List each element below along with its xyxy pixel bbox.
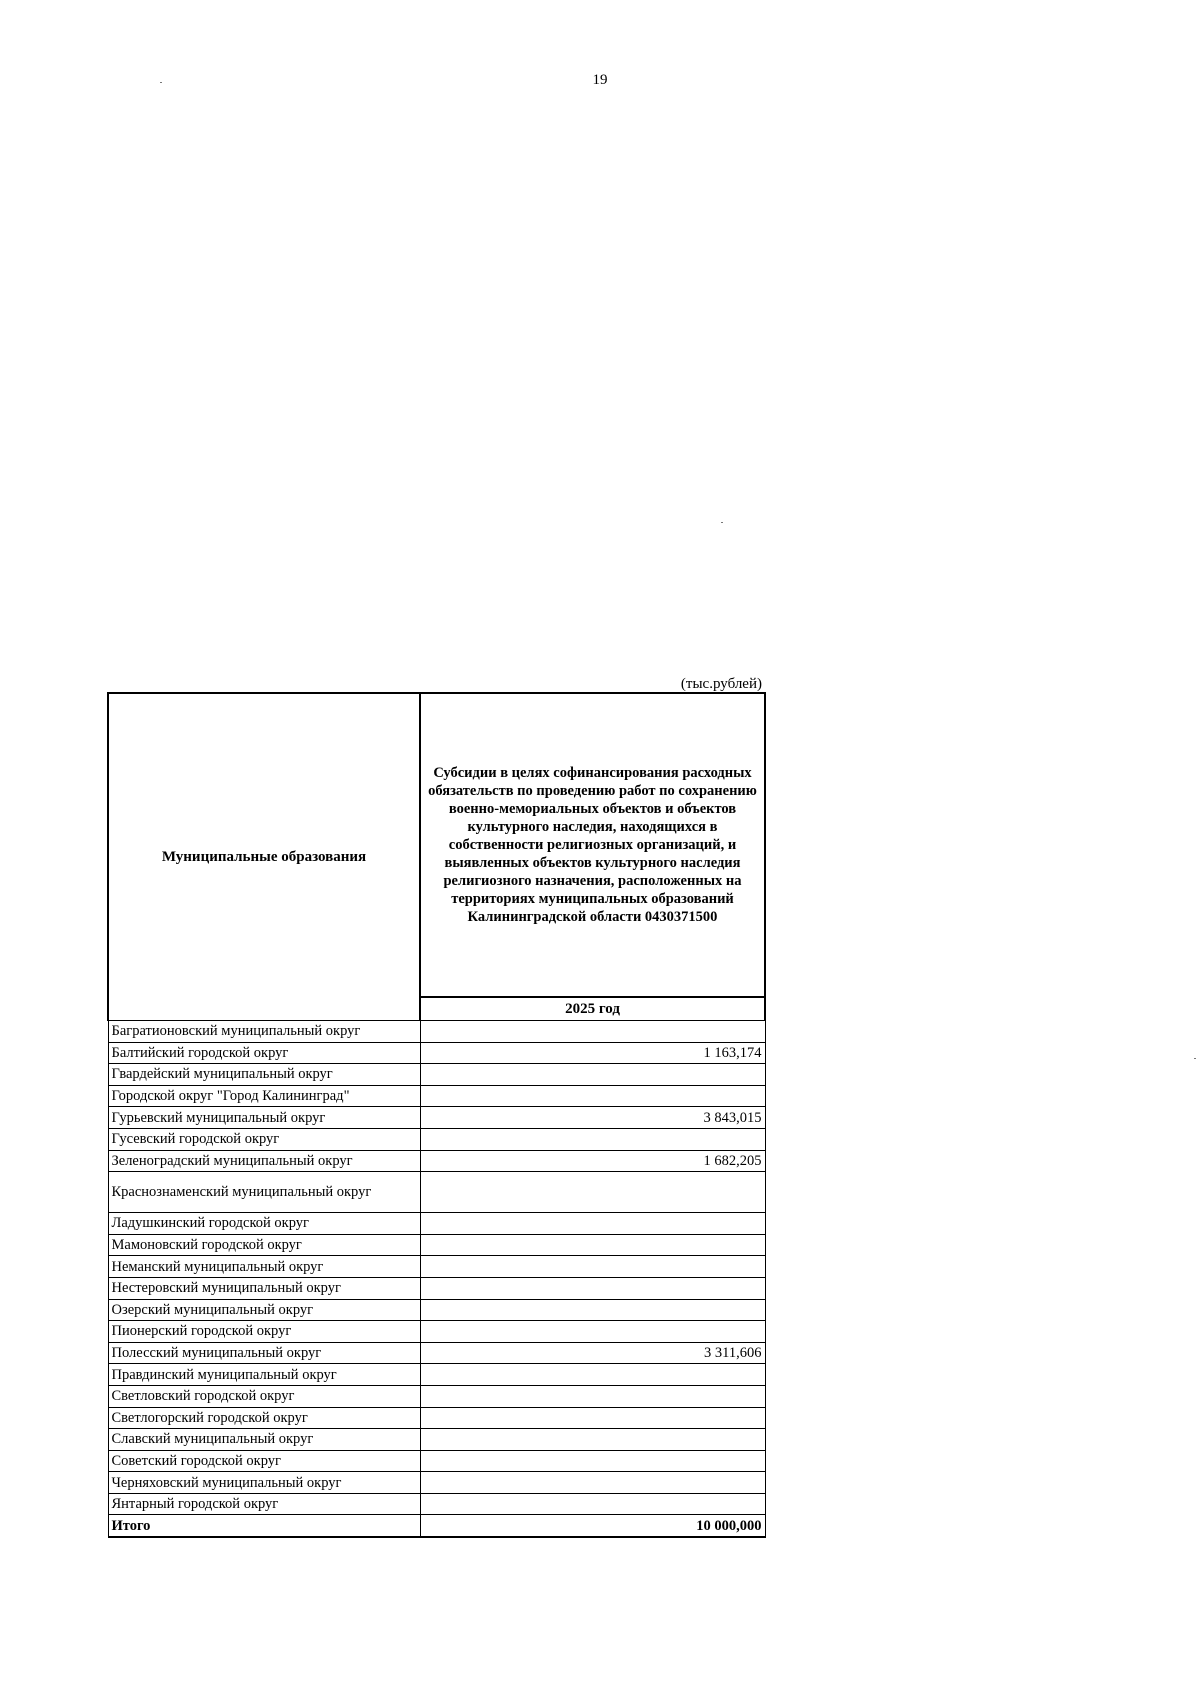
row-value <box>420 1429 765 1451</box>
table-row <box>108 1429 765 1451</box>
row-municipality: Полесский муниципальный округ <box>108 1342 420 1364</box>
row-value: 1 163,174 <box>420 1042 765 1064</box>
table-row <box>108 1364 765 1386</box>
total-label: Итого <box>108 1515 420 1537</box>
row-value <box>420 1128 765 1150</box>
header-municipalities: Муниципальные образования <box>108 693 420 1021</box>
row-value <box>420 1407 765 1429</box>
row-municipality: Балтийский городской округ <box>108 1042 420 1064</box>
table-row <box>108 1385 765 1407</box>
row-value: 3 311,606 <box>420 1342 765 1364</box>
table-row <box>108 1021 765 1043</box>
table-row <box>108 1342 765 1364</box>
row-municipality: Советский городской округ <box>108 1450 420 1472</box>
table-row <box>108 1172 765 1213</box>
row-value <box>420 1493 765 1515</box>
table-header-row <box>108 693 765 997</box>
row-value: 3 843,015 <box>420 1107 765 1129</box>
row-value <box>420 1364 765 1386</box>
row-municipality: Янтарный городской округ <box>108 1493 420 1515</box>
row-municipality: Правдинский муниципальный округ <box>108 1364 420 1386</box>
row-municipality: Багратионовский муниципальный округ <box>108 1021 420 1043</box>
scan-speck <box>1194 1058 1196 1059</box>
row-municipality: Краснознаменский муниципальный округ <box>108 1172 420 1213</box>
table-row <box>108 1277 765 1299</box>
row-value <box>420 1385 765 1407</box>
row-municipality: Светлогорский городской округ <box>108 1407 420 1429</box>
row-value <box>420 1277 765 1299</box>
row-municipality: Славский муниципальный округ <box>108 1429 420 1451</box>
table-row <box>108 1299 765 1321</box>
table-row <box>108 1150 765 1172</box>
row-municipality: Светловский городской округ <box>108 1385 420 1407</box>
row-value <box>420 1472 765 1494</box>
subsidy-table <box>107 692 766 1538</box>
row-value <box>420 1085 765 1107</box>
header-year: 2025 год <box>420 997 765 1021</box>
row-municipality: Гурьевский муниципальный округ <box>108 1107 420 1129</box>
scan-speck <box>721 522 723 523</box>
row-value <box>420 1213 765 1235</box>
scan-speck <box>160 82 162 83</box>
row-municipality: Черняховский муниципальный округ <box>108 1472 420 1494</box>
table-row <box>108 1256 765 1278</box>
table-row <box>108 1450 765 1472</box>
row-value <box>420 1064 765 1086</box>
total-value: 10 000,000 <box>420 1515 765 1537</box>
row-municipality: Озерский муниципальный округ <box>108 1299 420 1321</box>
total-row <box>108 1515 765 1537</box>
table-row <box>108 1064 765 1086</box>
row-municipality: Гвардейский муниципальный округ <box>108 1064 420 1086</box>
table-row <box>108 1128 765 1150</box>
row-value <box>420 1450 765 1472</box>
table-row <box>108 1493 765 1515</box>
row-value <box>420 1234 765 1256</box>
row-municipality: Мамоновский городской округ <box>108 1234 420 1256</box>
table-row <box>108 1085 765 1107</box>
table-row <box>108 1042 765 1064</box>
row-municipality: Зеленоградский муниципальный округ <box>108 1150 420 1172</box>
units-label: (тыс.рублей) <box>680 676 762 692</box>
table-row <box>108 1472 765 1494</box>
row-municipality: Нестеровский муниципальный округ <box>108 1277 420 1299</box>
table-row <box>108 1213 765 1235</box>
row-value <box>420 1172 765 1213</box>
row-municipality: Городской округ "Город Калининград" <box>108 1085 420 1107</box>
row-value <box>420 1321 765 1343</box>
table-row <box>108 1321 765 1343</box>
table-row <box>108 1407 765 1429</box>
row-municipality: Гусевский городской округ <box>108 1128 420 1150</box>
header-subsidy-title: Субсидии в целях софинансирования расходных обязательств по проведению работ по сохранению военно-мемориальных объектов и объектов культурного наследия, находящихся в собственности религиозных организаций, и выявленных объектов культурного наследия религиозного назначения, расположенных на территориях муниципальных образований Калининградской области 0430371500 <box>420 693 765 997</box>
row-municipality: Пионерский городской округ <box>108 1321 420 1343</box>
row-value <box>420 1256 765 1278</box>
row-municipality: Неманский муниципальный округ <box>108 1256 420 1278</box>
row-value: 1 682,205 <box>420 1150 765 1172</box>
row-value <box>420 1021 765 1043</box>
page-number: 19 <box>592 72 608 88</box>
table-row <box>108 1107 765 1129</box>
row-municipality: Ладушкинский городской округ <box>108 1213 420 1235</box>
table-row <box>108 1234 765 1256</box>
row-value <box>420 1299 765 1321</box>
